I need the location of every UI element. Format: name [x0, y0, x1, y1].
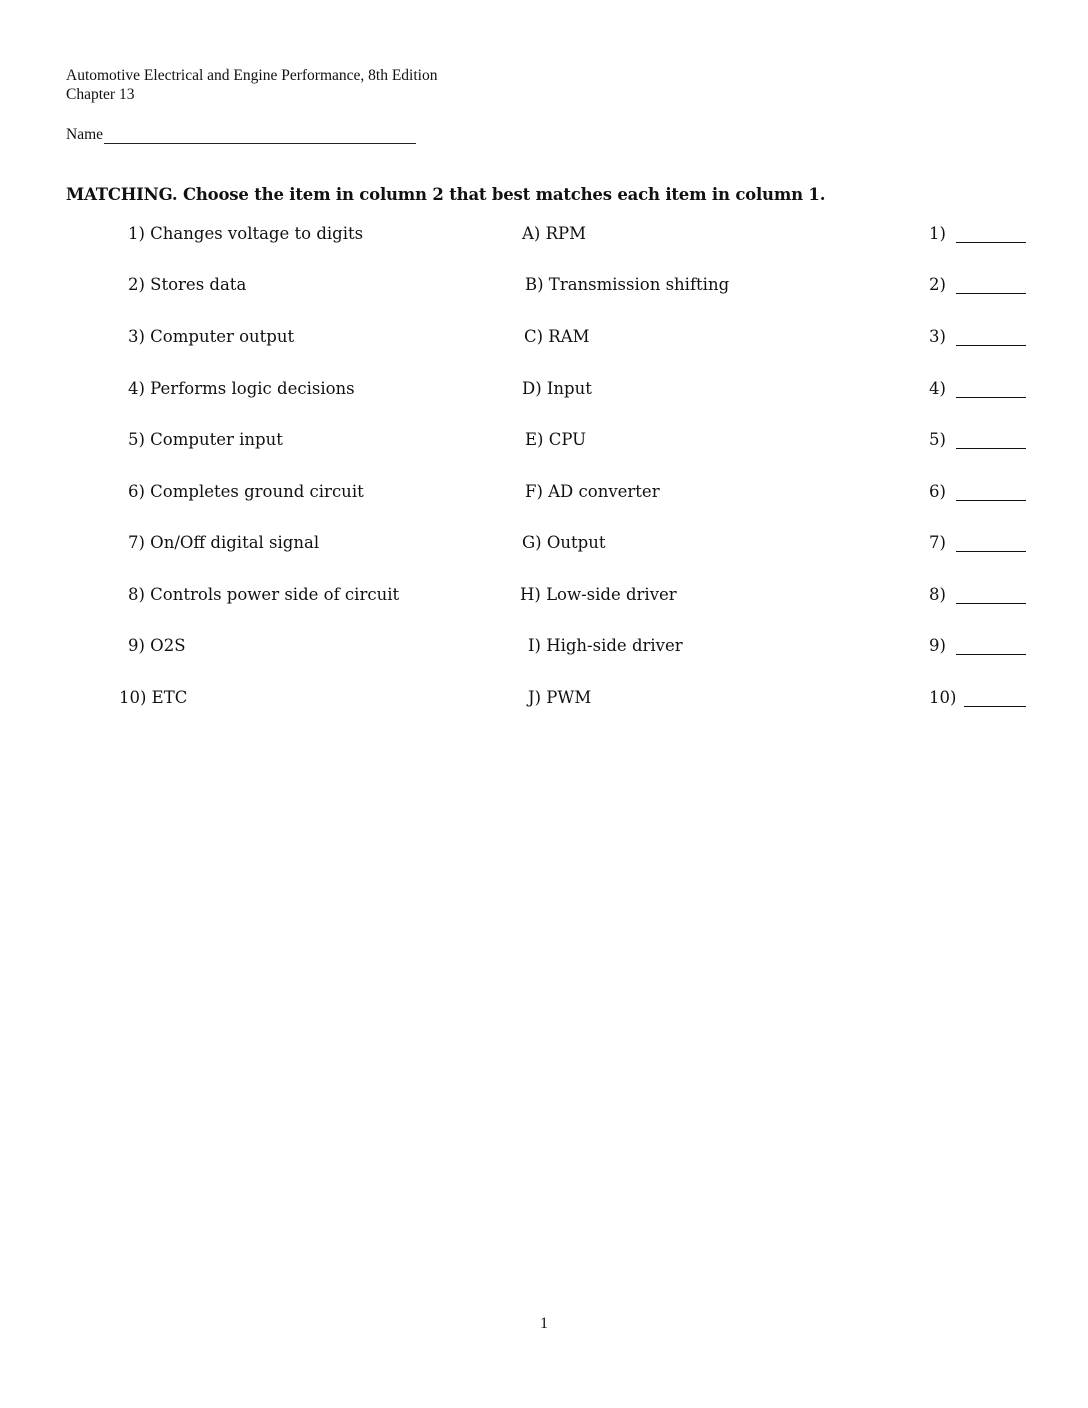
match-option-a: A) RPM — [522, 224, 587, 243]
term-1: 1) Changes voltage to digits — [128, 224, 364, 243]
answer-label-9: 9) — [929, 636, 946, 655]
question-row-6 — [0, 482, 1088, 506]
answer-blank-1[interactable] — [956, 242, 1026, 243]
matching-instructions: MATCHING. Choose the item in column 2 that best matches each item in column 1. — [66, 185, 826, 204]
name-blank-line[interactable] — [104, 125, 416, 144]
match-option-d: D) Input — [522, 379, 592, 398]
answer-label-8: 8) — [929, 585, 946, 604]
question-row-5 — [0, 430, 1088, 454]
match-option-i: I) High-side driver — [528, 636, 683, 655]
answer-label-2: 2) — [929, 275, 946, 294]
answer-label-10: 10) — [929, 688, 957, 707]
question-row-1 — [0, 224, 1088, 248]
question-row-2 — [0, 275, 1088, 299]
answer-blank-7[interactable] — [956, 551, 1026, 552]
answer-blank-6[interactable] — [956, 500, 1026, 501]
question-row-4 — [0, 379, 1088, 403]
name-field-row — [66, 125, 416, 144]
chapter-label: Chapter 13 — [66, 86, 135, 103]
term-3: 3) Computer output — [128, 327, 295, 346]
answer-blank-8[interactable] — [956, 603, 1026, 604]
answer-label-3: 3) — [929, 327, 946, 346]
name-label: Name — [66, 126, 104, 143]
match-option-j: J) PWM — [528, 688, 592, 707]
match-option-b: B) Transmission shifting — [525, 275, 730, 294]
answer-blank-3[interactable] — [956, 345, 1026, 346]
term-7: 7) On/Off digital signal — [128, 533, 320, 552]
document-header — [66, 66, 437, 104]
question-row-3 — [0, 327, 1088, 351]
book-title: Automotive Electrical and Engine Performance, 8th Edition — [66, 67, 438, 84]
answer-label-7: 7) — [929, 533, 946, 552]
term-4: 4) Performs logic decisions — [128, 379, 355, 398]
match-option-h: H) Low-side driver — [520, 585, 677, 604]
question-row-9 — [0, 636, 1088, 660]
term-9: 9) O2S — [128, 636, 186, 655]
answer-blank-2[interactable] — [956, 293, 1026, 294]
question-row-7 — [0, 533, 1088, 557]
match-option-g: G) Output — [522, 533, 606, 552]
term-8: 8) Controls power side of circuit — [128, 585, 400, 604]
question-row-10 — [0, 688, 1088, 712]
page-number: 1 — [540, 1315, 548, 1332]
answer-label-6: 6) — [929, 482, 946, 501]
term-10: 10) ETC — [119, 688, 188, 707]
answer-blank-4[interactable] — [956, 397, 1026, 398]
term-5: 5) Computer input — [128, 430, 283, 449]
answer-label-5: 5) — [929, 430, 946, 449]
answer-blank-5[interactable] — [956, 448, 1026, 449]
match-option-e: E) CPU — [525, 430, 587, 449]
match-option-f: F) AD converter — [525, 482, 660, 501]
term-2: 2) Stores data — [128, 275, 247, 294]
answer-blank-10[interactable] — [964, 706, 1026, 707]
answer-blank-9[interactable] — [956, 654, 1026, 655]
answer-label-1: 1) — [929, 224, 946, 243]
question-row-8 — [0, 585, 1088, 609]
term-6: 6) Completes ground circuit — [128, 482, 364, 501]
answer-label-4: 4) — [929, 379, 946, 398]
match-option-c: C) RAM — [524, 327, 590, 346]
